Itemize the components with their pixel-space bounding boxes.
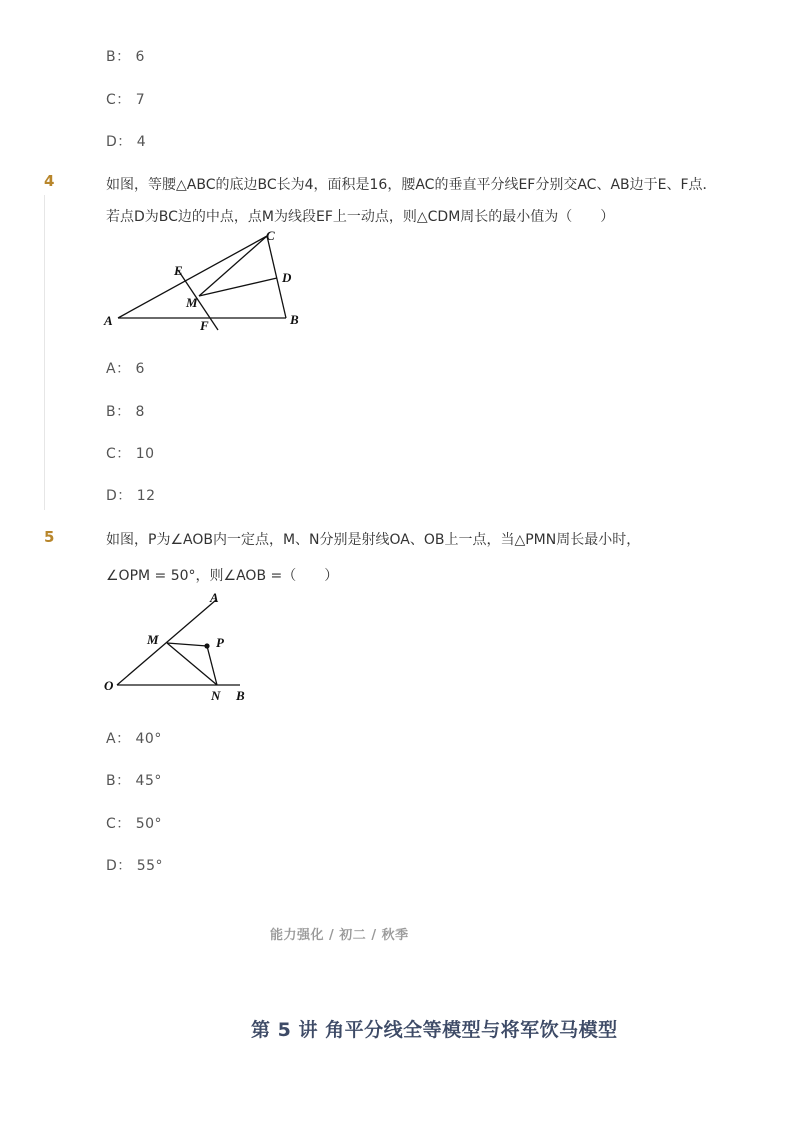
q5-label-m: M xyxy=(147,632,159,647)
q4-option-c[interactable]: C： 10 xyxy=(106,446,155,462)
q4-label-d: D xyxy=(282,270,292,285)
q5-option-b[interactable]: B： 45° xyxy=(106,773,162,789)
q5-label-b: B xyxy=(236,688,245,703)
q4-label-f: F xyxy=(200,318,209,333)
q4-text-line1: 如图，等腰△ABC的底边BC长为4，面积是16，腰AC的垂直平分线EF分别交AC、AB边于E、F点． xyxy=(106,177,717,193)
q5-text-line1: 如图，P为∠AOB内一定点，M、N分别是射线OA、OB上一点，当△PMN周长最小时， xyxy=(106,532,641,548)
q4-number: 4 xyxy=(44,172,55,190)
q5-label-p: P xyxy=(216,635,224,650)
q4-line-ef xyxy=(178,270,218,330)
q5-label-a: A xyxy=(210,590,219,605)
q4-label-b: B xyxy=(290,312,299,327)
q4-text-line2: 若点D为BC边的中点，点M为线段EF上一动点，则△CDM周长的最小值为（ ） xyxy=(106,209,615,225)
q3-option-b[interactable]: B： 6 xyxy=(106,49,145,65)
q4-label-c: C xyxy=(266,228,275,243)
q4-divider xyxy=(44,195,45,510)
q5-figure xyxy=(100,584,260,708)
q4-label-a: A xyxy=(104,313,113,328)
q5-label-n: N xyxy=(211,688,221,703)
q5-text-line2: ∠OPM = 50°，则∠AOB =（ ） xyxy=(106,568,339,584)
q4-option-d[interactable]: D： 12 xyxy=(106,488,156,504)
q3-option-c[interactable]: C： 7 xyxy=(106,92,146,108)
q4-option-a[interactable]: A： 6 xyxy=(106,361,145,377)
q4-option-b[interactable]: B： 8 xyxy=(106,404,145,420)
q5-point-p xyxy=(204,643,209,648)
page-footer: 能力强化 / 初二 / 秋季 xyxy=(270,928,409,943)
q4-figure xyxy=(100,226,320,336)
lecture-title: 第 5 讲 角平分线全等模型与将军饮马模型 xyxy=(251,1019,618,1041)
q4-line-mc xyxy=(199,236,267,296)
q5-label-o: O xyxy=(104,678,114,693)
q5-segment-mn xyxy=(167,643,217,685)
q4-label-m: M xyxy=(186,295,198,310)
q5-segment-mp xyxy=(167,643,207,646)
q5-segment-pn xyxy=(207,646,217,685)
q3-option-d[interactable]: D： 4 xyxy=(106,134,147,150)
q4-line-md xyxy=(199,278,277,296)
q4-label-e: E xyxy=(174,263,183,278)
q5-number: 5 xyxy=(44,528,55,546)
q5-option-d[interactable]: D： 55° xyxy=(106,858,164,874)
q5-option-c[interactable]: C： 50° xyxy=(106,816,163,832)
q5-option-a[interactable]: A： 40° xyxy=(106,731,162,747)
